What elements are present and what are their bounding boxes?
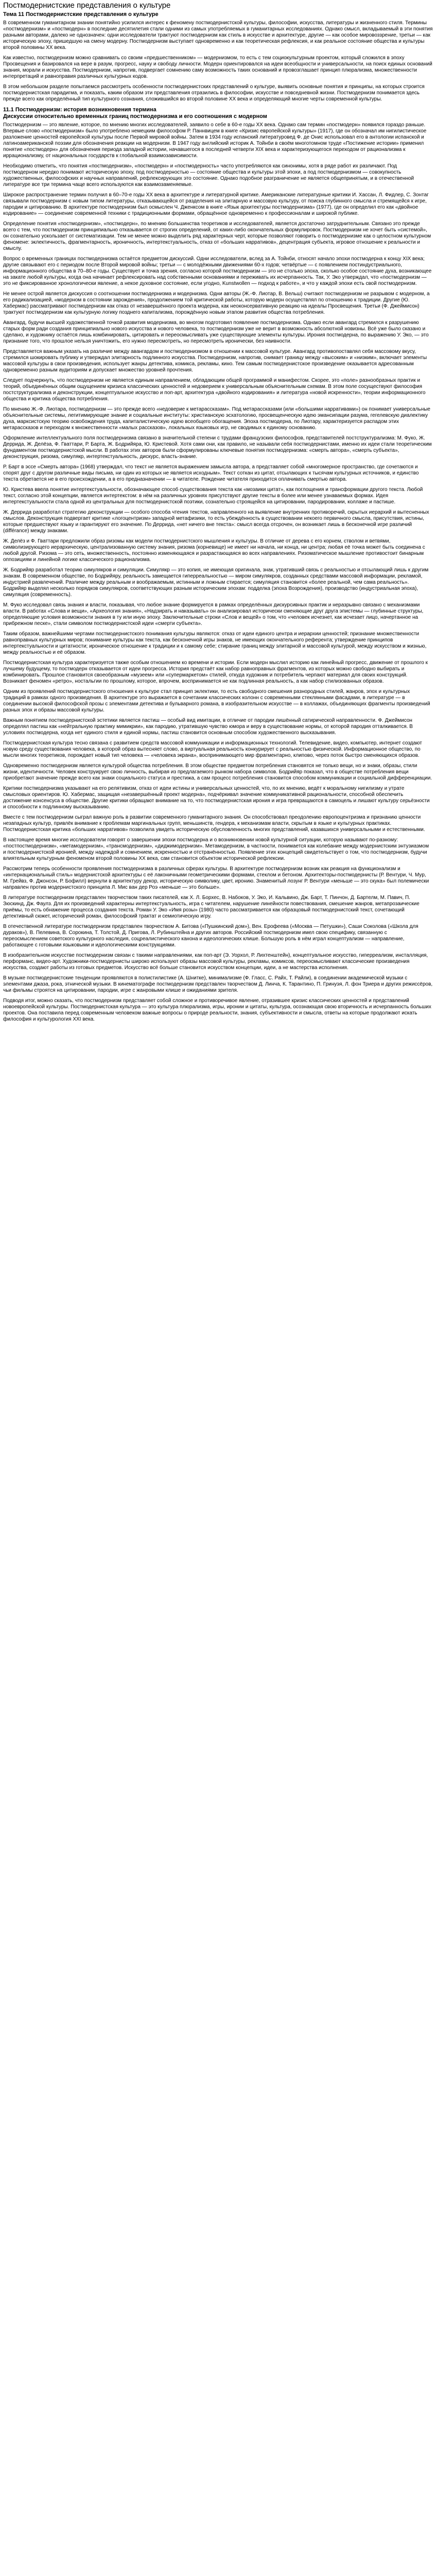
- paragraph: Одновременно постмодернизм является культурой общества потребления. В этом обществе предметом потребления становятся не только вещи, но и знаки, образы, стили жизни, идентичности. Человек конструирует свою личность, выбирая из предлагаемого рынком набора символов. Бодрийяр показал, что в обществе потребления вещи приобретают значение прежде всего как знаки социального статуса и престижа, а сам процесс потребления становится способом коммуникации и социальной дифференциации.: [3, 763, 432, 781]
- paragraph: Ж. Делёз и Ф. Гваттари предложили образ ризомы как модели постмодернистского мышления и культуры. В отличие от дерева с его корнем, стволом и ветвями, символизирующего иерархическую, централизованную систему знания, ризома (корневище) не имеет ни начала, ни конца, ни центра; любая её точка может быть соединена с любой другой. Ризома — это сеть, множественность, постоянно изменяющаяся и разрастающаяся во всех направлениях. Ризоматическое мышление противостоит бинарным оппозициям и линейной логике классического рационализма.: [3, 538, 425, 563]
- paragraph: В литературе постмодернизм представлен творчеством таких писателей, как Х. Л. Борхес, В. Набоков, У. Эко, И. Кальвино, Дж. Барт, Т. Пинчон, Д. Бартелм, М. Павич, П. Зюскинд, Дж. Фаулз. Для их произведений характерны интертекстуальность, игра с читателем, нарушение линейности повествования, смешение жанров, метапрозаические приёмы, то есть обнажение процесса создания текста. Роман У. Эко «Имя розы» (1980) часто рассматривается как образцовый постмодернистский текст, сочетающий детективный сюжет, исторический роман, философский трактат и семиотическую игру.: [3, 895, 420, 919]
- topic-heading: Тема 11 Постмодернистские представления о культуре: [3, 11, 159, 18]
- paragraph: В этом небольшом разделе попытаемся рассмотреть особенности постмодернистских представлений о культуре, выявить основные понятия и принципы, на которых строится постмодернистская парадигма, и показать, каким образом эти представления отразились в философии, искусстве и повседневной жизни. Постмодернизм понимается здесь прежде всего как определённый тип культурного сознания, сложившийся во второй половине XX века и определяющий многие черты современной культуры.: [3, 84, 425, 102]
- paragraph: Постмодернистская культура характеризуется также особым отношением ко времени и истории. Если модерн мыслил историю как линейный прогресс, движение от прошлого к лучшему будущему, то постмодерн отказывается от идеи прогресса. История предстаёт как набор равноправных фрагментов, из которых можно свободно выбирать и комбинировать. Прошлое становится своеобразным «музеем» или «супермаркетом» стилей, откуда художник и потребитель черпают материал для своих конструкций. Возникает феномен «ретро», ностальгии по прошлому, которое, впрочем, воспринимается не как подлинная реальность, а как набор стилизованных образов.: [3, 660, 428, 684]
- paragraph: Не менее острой является дискуссия о соотношении постмодернизма и модернизма. Одни авторы (Ж.-Ф. Лиотар, В. Вельш) считают постмодернизм не разрывом с модерном, а его радикализацией, «модерном в состоянии зарождения», продолжением той критической работы, которую модерн осуществлял по отношению к традиции. Другие (Ю. Хабермас) рассматривают постмодернизм как отказ от незавершённого проекта модерна, как неоконсервативную реакцию на идеалы Просвещения. Третьи (Ф. Джеймисон) трактуют постмодернизм как культурную логику позднего капитализма, порождённую новым этапом развития общества потребления.: [3, 291, 430, 315]
- paragraph: Рассмотрим теперь особенности проявления постмодернизма в различных сферах культуры. В архитектуре постмодернизм возник как реакция на функционализм и «интернациональный стиль» модернистской архитектуры с её лаконичными геометрическими формами, стеклом и бетоном. Архитекторы-постмодернисты (Р. Вентури, Ч. Мур, М. Грейвз, Ф. Джонсон, Р. Бофилл) вернули в архитектуру декор, историческую символику, цвет, иронию. Знаменитый лозунг Р. Вентури «меньше — это скука» был полемически направлен против модернистского принципа Л. Мис ван дер Роэ «меньше — это больше».: [3, 866, 429, 890]
- paragraph: В музыке постмодернистские тенденции проявляются в полистилистике (А. Шнитке), минимализме (Ф. Гласс, С. Райх, Т. Райли), в соединении академической музыки с элементами джаза, рока, этнической музыки. В кинематографе постмодернизм представлен творчеством Д. Линча, К. Тарантино, П. Гринуэя, Л. фон Триера и других режиссёров, чьи фильмы строятся на цитировании, пародии, игре с жанровыми клише и ожиданиями зрителя.: [3, 975, 433, 993]
- paragraph: Ж. Бодрийяр разработал теорию симулякров и симуляции. Симулякр — это копия, не имеющая оригинала, знак, утративший связь с реальностью и отсылающий лишь к другим знакам. В современном обществе, по Бодрийяру, реальность замещается гиперреальностью — миром симулякров, созданных средствами массовой информации, рекламой, индустрией развлечений. Различие между реальным и воображаемым, истинным и ложным стирается; симуляция становится «более реальной, чем сама реальность». Бодрийяр выделял несколько порядков симулякров, соответствующих разным историческим эпохам: подделка (эпоха Возрождения), производство (индустриальная эпоха), симуляция (современность).: [3, 567, 429, 598]
- paragraph: Ю. Кристева ввела понятие интертекстуальности, обозначающее способ существования текста как «мозаики цитат», как поглощения и трансформации другого текста. Любой текст, согласно этой концепции, является интертекстом: в нём на различных уровнях присутствуют другие тексты в более или менее узнаваемых формах. Идея интертекстуальности стала одной из центральных для постмодернистской поэтики, сознательно строящейся на цитировании, пародировании, коллаже и пастише.: [3, 487, 423, 505]
- paragraph: Р. Барт в эссе «Смерть автора» (1968) утверждал, что текст не является выражением замысла автора, а представляет собой «многомерное пространство, где сочетаются и спорят друг с другом различные виды письма, ни один из которых не является исходным». Текст соткан из цитат, отсылающих к тысячам культурных источников, и единство текста обретается не в его происхождении, а в его предназначении — в читателе. Рождение читателя приходится оплачивать смертью автора.: [3, 464, 419, 482]
- paragraph: В изобразительном искусстве постмодернизм связан с такими направлениями, как поп-арт (Э. Уорхол, Р. Лихтенштейн), концептуальное искусство, гиперреализм, инсталляция, перформанс, видео-арт. Художники-постмодернисты широко используют образы массовой культуры, рекламы, комиксов, переосмысливают классические произведения искусства, создают работы из готовых предметов. Искусство всё больше становится искусством концепции, идеи, а не мастерства исполнения.: [3, 953, 428, 971]
- paragraph: В современном гуманитарном знании понятийно усилился интерес к феномену постмодернистской культуры, философии, искусства, литературы и жизненного стиля. Термины «постмодернизм» и «постмодерн» в последние десятилетия стали одними из самых употребляемых в гуманитарных исследованиях. Однако смысл, вкладываемый в эти понятия разными авторами, далеко не однозначен: одни исследователи трактуют постмодернизм как стиль в искусстве и архитектуре, другие — как особое мировоззрение, третьи — как историческую эпоху, пришедшую на смену модерну. Постмодернизм выступает одновременно и как теоретическая рефлексия, и как реальное состояние общества и культуры второй половины XX века.: [3, 20, 433, 50]
- paragraph: Оформление интеллектуального поля постмодернизма связано в значительной степени с трудами французских философов, представителей постструктурализма: М. Фуко, Ж. Деррида, Ж. Делёза, Ф. Гваттари, Р. Барта, Ж. Бодрийяра, Ю. Кристевой. Хотя сами они, как правило, не называли себя постмодернистами, именно их идеи стали теоретическим фундаментом постмодернистской мысли. В работах этих авторов были сформулированы ключевые понятия постмодернизма: «смерть автора», «смерть субъекта», деконструкция, ризома, симулякр, интертекстуальность, дискурс, власть-знание.: [3, 435, 432, 460]
- paragraph: Необходимо отметить, что понятия «постмодернизм», «постмодерн» и «постмодерность» часто употребляются как синонимы, хотя в ряде работ их различают. Под постмодерном нередко понимают историческую эпоху, под постмодерностью — состояние общества и культуры этой эпохи, а под постмодернизмом — совокупность художественных, философских и научных направлений, рефлексирующих это состояние. Однако подобное разграничение не является общепринятым, и в отечественной литературе все три термина чаще всего используются как взаимозаменяемые.: [3, 163, 414, 188]
- paragraph: Таким образом, важнейшими чертами постмодернистского понимания культуры являются: отказ от идеи единого центра и иерархии ценностей; признание множественности равноправных культурных миров; понимание культуры как текста, как бесконечной игры знаков, не имеющих окончательного референта; утверждение принципов интертекстуальности и цитатности; ироническое отношение к традиции и к самому себе; стирание границ между элитарной и массовой культурой, между искусством и жизнью, между реальностью и её образом.: [3, 631, 427, 655]
- document-body: [3, 20, 433, 1023]
- paragraph: Представляется важным указать на различие между авангардом и постмодернизмом в отношении к массовой культуре. Авангард противопоставлял себя массовому вкусу, стремился шокировать публику и утверждал элитарность подлинного искусства. Постмодернизм, напротив, снимает границу между «высоким» и «низким», включает элементы массовой культуры в свои произведения, использует жанры детектива, комикса, рекламы, кино. Тем самым постмодернистское произведение оказывается адресованным одновременно разным аудиториям и допускает множество уровней прочтения.: [3, 349, 427, 373]
- paragraph: Ж. Деррида разработал стратегию деконструкции — особого способа чтения текстов, направленного на выявление внутренних противоречий, скрытых иерархий и вытесненных смыслов. Деконструкция подвергает критике «логоцентризм» западной метафизики, то есть убеждённость в существовании некоего первичного смысла, присутствия, истины, которые предшествуют языку и гарантируют его значение. По Деррида, «нет ничего вне текста»: смысл всегда отсрочен, он возникает лишь в бесконечной игре различий (différance) между знаками.: [3, 510, 429, 534]
- section: [3, 107, 433, 431]
- paragraph: Широкое распространение термин получил в 60–70-е годы XX века в архитектуре и литературной критике. Американские литературные критики И. Хассан, Л. Фидлер, С. Зонтаг связывали постмодернизм с новым типом литературы, отказывающейся от разделения на элитарную и массовую культуру, от поиска глубинного смысла и стремящейся к игре, пародии и цитированию. В архитектуре постмодернизм был осмыслен Ч. Дженксом в книге «Язык архитектуры постмодернизма» (1977), где он определил его как «двойное кодирование» — соединение современной техники с традиционными формами, обращённое одновременно к профессионалам и широкой публике.: [3, 192, 429, 216]
- section-subheading: Дискуссии относительно временных границ постмодернизма и его соотношения с модерном: [3, 113, 267, 120]
- page-title: Постмодернистские представления о культуре: [3, 1, 171, 10]
- paragraph: Одним из проявлений постмодернистского отношения к культуре стал принцип эклектики, то есть свободного смешения разнородных стилей, жанров, эпох и культурных традиций в рамках одного произведения. В архитектуре это выражается в сочетании классических колонн с современными стеклянными фасадами, в литературе — в соединении высокой философской прозы с элементами детектива и бульварного романа, в изобразительном искусстве — в коллажах, объединяющих фрагменты произведений разных эпох и образы массовой культуры.: [3, 689, 430, 713]
- paragraph: Постмодернистская культура тесно связана с развитием средств массовой коммуникации и информационных технологий. Телевидение, видео, компьютер, интернет создают новую среду существования человека, в которой образ вытесняет слово, а виртуальная реальность конкурирует с реальностью физической. Информационное общество, по мысли многих теоретиков, порождает новый тип человека — «человека экрана», воспринимающего мир фрагментарно, клипово, через поток быстро сменяющихся образов.: [3, 740, 422, 758]
- document: [0, 0, 436, 1023]
- paragraph: Вопрос о временных границах постмодернизма остаётся предметом дискуссий. Одни исследователи, вслед за А. Тойнби, относят начало эпохи постмодерна к концу XIX века; другие связывают его с периодом после Второй мировой войны; третьи — с молодёжными движениями 60-х годов; четвёртые — с появлением постиндустриального, информационного общества в 70–80-е годы. Существует и точка зрения, согласно которой постмодернизм — это не столько эпоха, сколько особое состояние духа, возникающее на закате любой культуры, когда она начинает рефлексировать над собственными основаниями и переживать их исчерпанность. Так, У. Эко утверждал, что «постмодернизм — это не фиксированное хронологически явление, а некое духовное состояние, если угодно, Kunstwollen — подход к работе», и что у каждой эпохи есть свой постмодернизм.: [3, 256, 432, 286]
- paragraph: В настоящее время многие исследователи говорят о завершении эпохи постмодерна и о возникновении новой культурной ситуации, которую называют по-разному: «постпостмодернизм», «метамодернизм», «трансмодернизм», «диджимодернизм». Метамодернизм, в частности, понимается как колебание между модернистским энтузиазмом и постмодернистской иронией, между надеждой и сомнением, искренностью и отстранённостью. Появление этих концепций свидетельствует о том, что постмодернизм, будучи влиятельным культурным феноменом второй половины XX века, сам становится объектом исторической рефлексии.: [3, 837, 429, 861]
- paragraph: Подводя итог, можно сказать, что постмодернизм представляет собой сложное и противоречивое явление, отразившее кризис классических ценностей и представлений новоевропейской культуры. Постмодернистская культура — это культура плюрализма, игры, иронии и цитаты, культура, осознающая свою вторичность и исчерпанность больших проектов. Она поставила перед современным человеком важные вопросы о природе реальности, знания, субъективности и смысла, ответы на которые продолжают искать философия и культурология XXI века.: [3, 998, 431, 1022]
- paragraph: Следует подчеркнуть, что постмодернизм не является единым направлением, обладающим общей программой и манифестом. Скорее, это «поле» разнообразных практик и теорий, объединённых общим ощущением кризиса классических ценностей и недоверием к универсальным объяснительным схемам. В этом поле сосуществуют философия постструктурализма и деконструкции, концептуальное искусство и поп-арт, архитектура «двойного кодирования» и литература «новой искренности», теории информационного общества и критика общества потребления.: [3, 378, 426, 402]
- paragraph: Постмодернизм — это явление, которое, по мнению многих исследователей, заявило о себе в 60-е годы XX века. Однако сам термин «постмодерн» появился гораздо раньше. Впервые слово «постмодернизм» было употреблено немецким философом Р. Паннвицем в книге «Кризис европейской культуры» (1917), где он обозначал им нигилистическое разложение ценностей европейской культуры после Первой мировой войны. Затем в 1934 году испанский литературовед Ф. де Онис использовал его в антологии испанской и латиноамериканской поэзии для обозначения реакции на модернизм. В 1947 году английский историк А. Тойнби в своём многотомном труде «Постижение истории» применил понятие «постмодерн» для обозначения периода западной истории, начавшегося в последней четверти XIX века и характеризующегося переходом от рационализма к иррационализму, от национальных государств к глобальной взаимозависимости.: [3, 122, 427, 159]
- paragraph: Важным понятием постмодернистской эстетики является пастиш — особый вид имитации, в отличие от пародии лишённый сатирической направленности. Ф. Джеймисон определял пастиш как «нейтральную практику мимикрии», как пародию, утратившую чувство юмора и веру в существование нормы, от которой пародия отталкивается. В условиях постмодерна, когда нет единого стиля и единой нормы, пастиш становится основным способом художественного высказывания.: [3, 718, 413, 736]
- section: [3, 435, 433, 1023]
- paragraph: По мнению Ж.-Ф. Лиотара, постмодернизм — это прежде всего «недоверие к метарассказам». Под метарассказами (или «большими нарративами») он понимает универсальные объяснительные системы, легитимирующие знание и социальные институты: христианскую эсхатологию, просвещенческую идею эмансипации разума, гегелевскую диалектику духа, марксистскую теорию освобождения труда, капиталистическую идею всеобщего обогащения. Эпоха постмодерна, по Лиотару, характеризуется распадом этих метарассказов и переходом к множественности «малых рассказов», локальных языковых игр, не сводимых к единому основанию.: [3, 406, 430, 431]
- paragraph: Авангард, будучи высшей художественной точкой развития модернизма, во многом подготовил появление постмодернизма. Однако если авангард стремился к разрушению старых форм ради создания принципиально нового искусства и нового человека, то постмодернизм уже не верит в возможность абсолютной новизны. Всё уже было сказано и сделано, и художнику остаётся лишь комбинировать, цитировать и переосмысливать уже существующие элементы культуры. Ирония постмодерна, по выражению У. Эко, — это признание того, что прошлое нельзя уничтожить, его нужно пересмотреть, но пересмотреть иронически, без наивности.: [3, 320, 429, 344]
- paragraph: В отечественной литературе постмодернизм представлен творчеством А. Битова («Пушкинский дом»), Вен. Ерофеева («Москва — Петушки»), Саши Соколова («Школа для дураков»), В. Пелевина, В. Сорокина, Т. Толстой, Д. Пригова, Л. Рубинштейна и других авторов. Российский постмодернизм имел свою специфику, связанную с переосмыслением советского культурного наследия, соцреалистического канона и идеологических клише. Большую роль в нём играл концептуализм — направление, работающее с готовыми языковыми и идеологическими конструкциями.: [3, 924, 418, 948]
- section-heading: 11.1 Постмодернизм: история возникновения термина: [3, 107, 156, 113]
- paragraph: М. Фуко исследовал связь знания и власти, показывая, что любое знание формируется в рамках определённых дискурсивных практик и неразрывно связано с механизмами власти. В работах «Слова и вещи», «Археология знания», «Надзирать и наказывать» он анализировал исторически сменяющие друг друга эпистемы — глубинные структуры, определяющие условия возможности знания в ту или иную эпоху. Заключительные строки «Слов и вещей» о том, что «человек исчезнет, как исчезает лицо, начертанное на прибрежном песке», стали символом постмодернистской идеи «смерти субъекта».: [3, 602, 424, 626]
- section: [3, 20, 433, 103]
- paragraph: Критики постмодернизма указывают на его релятивизм, отказ от идеи истины и универсальных ценностей, что, по их мнению, ведёт к моральному нигилизму и утрате смысловых ориентиров. Ю. Хабермас, защищая «незавершённый проект модерна», подчёркивал значение коммуникативной рациональности, способной обеспечить достижение консенсуса в обществе. Другие критики обращают внимание на то, что постмодернистская ирония и игра превращаются в самоцель и лишают культуру серьёзности и способности к подлинному высказыванию.: [3, 786, 430, 810]
- paragraph: Вместе с тем постмодернизм сыграл важную роль в развитии современного гуманитарного знания. Он способствовал преодолению европоцентризма и признанию ценности незападных культур, привлёк внимание к проблемам маргинальных групп, меньшинств, гендера, к механизмам власти, скрытым в языке и культурных практиках. Постмодернистская критика «больших нарративов» позволила увидеть историческую обусловленность многих представлений, казавшихся универсальными и естественными.: [3, 815, 425, 833]
- paragraph: Определение понятия «постмодернизм», «постмодерн», по мнению большинства теоретиков и исследователей, является достаточно затруднительным. Связано это прежде всего с тем, что постмодернизм принципиально отказывается от строгих определений, от каких-либо окончательных формулировок. Постмодернизм не хочет быть «системой», он сознательно ускользает от систематизации. Тем не менее можно выделить ряд характерных черт, которые позволяют говорить о постмодернизме как о целостном культурном феномене: эклектичность, фрагментарность, ироничность, интертекстуальность, отказ от «больших нарративов», децентрация субъекта, игровое отношение к реальности и смыслу.: [3, 221, 431, 251]
- paragraph: Как известно, постмодернизм можно сравнивать со своим «предшественником» — модернизмом, то есть с тем социокультурным проектом, который сложился в эпоху Просвещения и базировался на вере в разум, прогресс, науку и свободу личности. Модерн ориентировался на идеи всеобщности и универсальности, на поиск единых оснований знания, морали и искусства. Постмодернизм, напротив, подвергает сомнению саму возможность таких оснований и провозглашает принцип плюрализма, множественности интерпретаций и равноправия различных культурных кодов.: [3, 55, 432, 79]
